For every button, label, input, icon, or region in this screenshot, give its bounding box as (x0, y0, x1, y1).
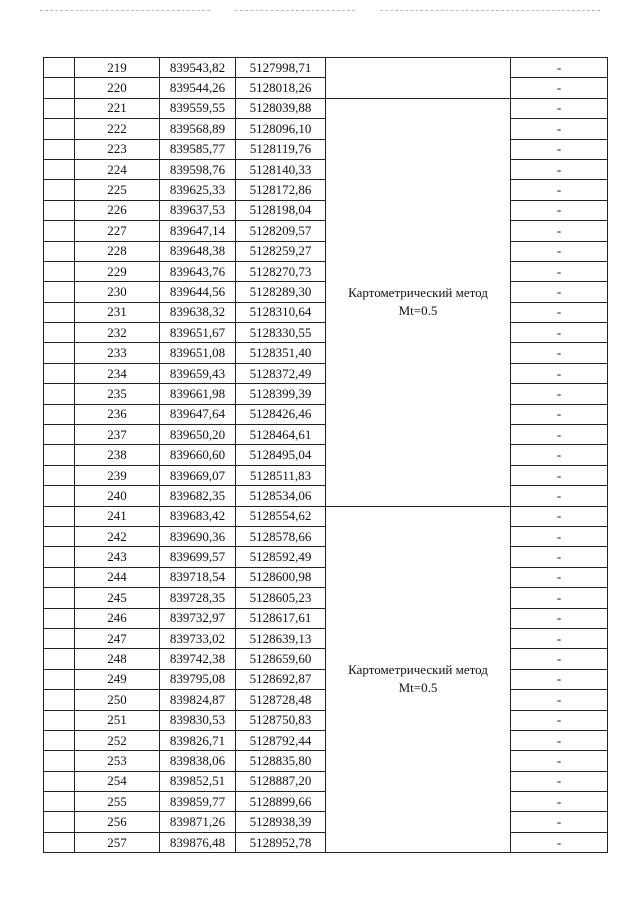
value-cell: - (511, 669, 608, 689)
empty-cell (44, 282, 75, 302)
x-coordinate-cell: 839669,07 (160, 465, 236, 485)
scan-header-line (40, 10, 210, 11)
value-cell: - (511, 547, 608, 567)
y-coordinate-cell: 5128495,04 (236, 445, 326, 465)
empty-cell (44, 690, 75, 710)
y-coordinate-cell: 5128617,61 (236, 608, 326, 628)
y-coordinate-cell: 5128692,87 (236, 669, 326, 689)
x-coordinate-cell: 839830,53 (160, 710, 236, 730)
empty-cell (44, 180, 75, 200)
point-number-cell: 252 (75, 730, 160, 750)
point-number-cell: 242 (75, 526, 160, 546)
y-coordinate-cell: 5128289,30 (236, 282, 326, 302)
y-coordinate-cell: 5128592,49 (236, 547, 326, 567)
point-number-cell: 247 (75, 628, 160, 648)
empty-cell (44, 119, 75, 139)
x-coordinate-cell: 839852,51 (160, 771, 236, 791)
y-coordinate-cell: 5128511,83 (236, 465, 326, 485)
point-number-cell: 229 (75, 261, 160, 281)
x-coordinate-cell: 839661,98 (160, 384, 236, 404)
empty-cell (44, 241, 75, 261)
value-cell: - (511, 221, 608, 241)
x-coordinate-cell: 839838,06 (160, 751, 236, 771)
x-coordinate-cell: 839568,89 (160, 119, 236, 139)
point-number-cell: 232 (75, 323, 160, 343)
empty-cell (44, 771, 75, 791)
y-coordinate-cell: 5128578,66 (236, 526, 326, 546)
empty-cell (44, 628, 75, 648)
empty-cell (44, 58, 75, 78)
point-number-cell: 226 (75, 200, 160, 220)
x-coordinate-cell: 839643,76 (160, 261, 236, 281)
value-cell: - (511, 832, 608, 852)
x-coordinate-cell: 839543,82 (160, 58, 236, 78)
point-number-cell: 231 (75, 302, 160, 322)
y-coordinate-cell: 5128728,48 (236, 690, 326, 710)
empty-cell (44, 323, 75, 343)
value-cell: - (511, 98, 608, 118)
x-coordinate-cell: 839647,14 (160, 221, 236, 241)
x-coordinate-cell: 839559,55 (160, 98, 236, 118)
point-number-cell: 238 (75, 445, 160, 465)
empty-cell (44, 792, 75, 812)
value-cell: - (511, 751, 608, 771)
point-number-cell: 246 (75, 608, 160, 628)
y-coordinate-cell: 5128659,60 (236, 649, 326, 669)
x-coordinate-cell: 839651,67 (160, 323, 236, 343)
x-coordinate-cell: 839659,43 (160, 363, 236, 383)
method-cell (326, 506, 511, 853)
point-number-cell: 253 (75, 751, 160, 771)
x-coordinate-cell: 839871,26 (160, 812, 236, 832)
y-coordinate-cell: 5128172,86 (236, 180, 326, 200)
point-number-cell: 256 (75, 812, 160, 832)
x-coordinate-cell: 839637,53 (160, 200, 236, 220)
empty-cell (44, 159, 75, 179)
empty-cell (44, 425, 75, 445)
y-coordinate-cell: 5128899,66 (236, 792, 326, 812)
point-number-cell: 254 (75, 771, 160, 791)
y-coordinate-cell: 5128464,61 (236, 425, 326, 445)
point-number-cell: 250 (75, 690, 160, 710)
x-coordinate-cell: 839699,57 (160, 547, 236, 567)
empty-cell (44, 608, 75, 628)
empty-cell (44, 98, 75, 118)
value-cell: - (511, 241, 608, 261)
empty-cell (44, 445, 75, 465)
y-coordinate-cell: 5128209,57 (236, 221, 326, 241)
y-coordinate-cell: 5128750,83 (236, 710, 326, 730)
y-coordinate-cell: 5127998,71 (236, 58, 326, 78)
x-coordinate-cell: 839718,54 (160, 567, 236, 587)
x-coordinate-cell: 839648,38 (160, 241, 236, 261)
value-cell: - (511, 261, 608, 281)
value-cell: - (511, 119, 608, 139)
method-accuracy: Mt=0.5 (398, 303, 438, 319)
point-number-cell: 228 (75, 241, 160, 261)
x-coordinate-cell: 839660,60 (160, 445, 236, 465)
x-coordinate-cell: 839651,08 (160, 343, 236, 363)
y-coordinate-cell: 5128140,33 (236, 159, 326, 179)
value-cell: - (511, 404, 608, 424)
y-coordinate-cell: 5128835,80 (236, 751, 326, 771)
value-cell: - (511, 588, 608, 608)
value-cell: - (511, 363, 608, 383)
x-coordinate-cell: 839742,38 (160, 649, 236, 669)
value-cell: - (511, 730, 608, 750)
y-coordinate-cell: 5128952,78 (236, 832, 326, 852)
table-row (44, 58, 608, 78)
empty-cell (44, 649, 75, 669)
point-number-cell: 243 (75, 547, 160, 567)
value-cell: - (511, 58, 608, 78)
x-coordinate-cell: 839824,87 (160, 690, 236, 710)
point-number-cell: 251 (75, 710, 160, 730)
value-cell: - (511, 465, 608, 485)
value-cell: - (511, 812, 608, 832)
y-coordinate-cell: 5128639,13 (236, 628, 326, 648)
point-number-cell: 222 (75, 119, 160, 139)
x-coordinate-cell: 839625,33 (160, 180, 236, 200)
value-cell: - (511, 792, 608, 812)
method-accuracy: Mt=0.5 (398, 680, 438, 696)
y-coordinate-cell: 5128399,39 (236, 384, 326, 404)
empty-cell (44, 506, 75, 526)
value-cell: - (511, 710, 608, 730)
point-number-cell: 249 (75, 669, 160, 689)
y-coordinate-cell: 5128605,23 (236, 588, 326, 608)
y-coordinate-cell: 5128600,98 (236, 567, 326, 587)
point-number-cell: 223 (75, 139, 160, 159)
value-cell: - (511, 200, 608, 220)
empty-cell (44, 384, 75, 404)
empty-cell (44, 486, 75, 506)
value-cell: - (511, 302, 608, 322)
y-coordinate-cell: 5128310,64 (236, 302, 326, 322)
empty-cell (44, 200, 75, 220)
y-coordinate-cell: 5128938,39 (236, 812, 326, 832)
point-number-cell: 224 (75, 159, 160, 179)
y-coordinate-cell: 5128270,73 (236, 261, 326, 281)
method-name: Картометрический метод (348, 662, 488, 678)
point-number-cell: 235 (75, 384, 160, 404)
x-coordinate-cell: 839859,77 (160, 792, 236, 812)
value-cell: - (511, 323, 608, 343)
point-number-cell: 221 (75, 98, 160, 118)
y-coordinate-cell: 5128351,40 (236, 343, 326, 363)
value-cell: - (511, 159, 608, 179)
value-cell: - (511, 506, 608, 526)
empty-cell (44, 526, 75, 546)
point-number-cell: 239 (75, 465, 160, 485)
y-coordinate-cell: 5128372,49 (236, 363, 326, 383)
value-cell: - (511, 78, 608, 98)
point-number-cell: 257 (75, 832, 160, 852)
y-coordinate-cell: 5128330,55 (236, 323, 326, 343)
method-cell (326, 58, 511, 99)
y-coordinate-cell: 5128792,44 (236, 730, 326, 750)
value-cell: - (511, 343, 608, 363)
y-coordinate-cell: 5128039,88 (236, 98, 326, 118)
value-cell: - (511, 282, 608, 302)
y-coordinate-cell: 5128534,06 (236, 486, 326, 506)
point-number-cell: 244 (75, 567, 160, 587)
empty-cell (44, 751, 75, 771)
x-coordinate-cell: 839598,76 (160, 159, 236, 179)
empty-cell (44, 221, 75, 241)
scan-header-line (380, 10, 600, 11)
value-cell: - (511, 608, 608, 628)
value-cell: - (511, 567, 608, 587)
y-coordinate-cell: 5128018,26 (236, 78, 326, 98)
x-coordinate-cell: 839690,36 (160, 526, 236, 546)
point-number-cell: 227 (75, 221, 160, 241)
y-coordinate-cell: 5128119,76 (236, 139, 326, 159)
point-number-cell: 219 (75, 58, 160, 78)
point-number-cell: 237 (75, 425, 160, 445)
y-coordinate-cell: 5128554,62 (236, 506, 326, 526)
empty-cell (44, 832, 75, 852)
point-number-cell: 220 (75, 78, 160, 98)
coordinates-table-body (44, 58, 608, 853)
coordinates-table (43, 57, 608, 853)
point-number-cell: 230 (75, 282, 160, 302)
empty-cell (44, 669, 75, 689)
value-cell: - (511, 425, 608, 445)
point-number-cell: 241 (75, 506, 160, 526)
x-coordinate-cell: 839647,64 (160, 404, 236, 424)
value-cell: - (511, 180, 608, 200)
y-coordinate-cell: 5128887,20 (236, 771, 326, 791)
empty-cell (44, 343, 75, 363)
point-number-cell: 225 (75, 180, 160, 200)
empty-cell (44, 261, 75, 281)
empty-cell (44, 78, 75, 98)
value-cell: - (511, 526, 608, 546)
point-number-cell: 234 (75, 363, 160, 383)
table-row (44, 506, 608, 526)
method-cell (326, 98, 511, 506)
empty-cell (44, 139, 75, 159)
empty-cell (44, 547, 75, 567)
point-number-cell: 240 (75, 486, 160, 506)
empty-cell (44, 302, 75, 322)
point-number-cell: 233 (75, 343, 160, 363)
value-cell: - (511, 771, 608, 791)
value-cell: - (511, 486, 608, 506)
point-number-cell: 255 (75, 792, 160, 812)
x-coordinate-cell: 839644,56 (160, 282, 236, 302)
empty-cell (44, 710, 75, 730)
x-coordinate-cell: 839650,20 (160, 425, 236, 445)
x-coordinate-cell: 839682,35 (160, 486, 236, 506)
x-coordinate-cell: 839683,42 (160, 506, 236, 526)
y-coordinate-cell: 5128096,10 (236, 119, 326, 139)
value-cell: - (511, 139, 608, 159)
x-coordinate-cell: 839795,08 (160, 669, 236, 689)
empty-cell (44, 363, 75, 383)
value-cell: - (511, 649, 608, 669)
value-cell: - (511, 628, 608, 648)
value-cell: - (511, 690, 608, 710)
point-number-cell: 248 (75, 649, 160, 669)
empty-cell (44, 465, 75, 485)
point-number-cell: 245 (75, 588, 160, 608)
empty-cell (44, 404, 75, 424)
x-coordinate-cell: 839732,97 (160, 608, 236, 628)
x-coordinate-cell: 839544,26 (160, 78, 236, 98)
value-cell: - (511, 445, 608, 465)
empty-cell (44, 567, 75, 587)
empty-cell (44, 588, 75, 608)
x-coordinate-cell: 839876,48 (160, 832, 236, 852)
x-coordinate-cell: 839728,35 (160, 588, 236, 608)
x-coordinate-cell: 839826,71 (160, 730, 236, 750)
y-coordinate-cell: 5128426,46 (236, 404, 326, 424)
point-number-cell: 236 (75, 404, 160, 424)
y-coordinate-cell: 5128198,04 (236, 200, 326, 220)
y-coordinate-cell: 5128259,27 (236, 241, 326, 261)
method-name: Картометрический метод (348, 285, 488, 301)
x-coordinate-cell: 839638,32 (160, 302, 236, 322)
empty-cell (44, 812, 75, 832)
x-coordinate-cell: 839733,02 (160, 628, 236, 648)
table-row (44, 98, 608, 118)
empty-cell (44, 730, 75, 750)
x-coordinate-cell: 839585,77 (160, 139, 236, 159)
scan-header-line (235, 10, 355, 11)
value-cell: - (511, 384, 608, 404)
